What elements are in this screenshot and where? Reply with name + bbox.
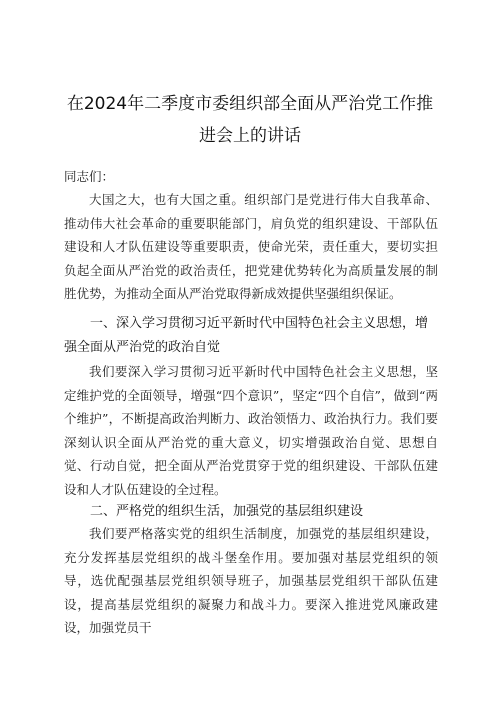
document-title: 在2024年二季度市委组织部全面从严治党工作推进会上的讲话: [66, 94, 434, 146]
paragraph-section-2: 我们要严格落实党的组织生活制度，加强党的基层组织建设，充分发挥基层党组织的战斗堡垒作用。要加强对基层党组织的领导，选优配强基层党组织领导班子，加强基层党组织干部队伍建设，提高基层党组织的凝聚力和战斗力。要深入推进党风廉政建设，加强党员干: [64, 526, 438, 635]
section-heading-1: 一、深入学习贯彻习近平新时代中国特色社会主义思想，增强全面从严治党的政治自觉: [64, 316, 429, 355]
section-heading-2: 二、严格党的组织生活，加强党的基层组织建设: [90, 504, 364, 519]
paragraph-intro: 大国之大，也有大国之重。组织部门是党进行伟大自我革命、推动伟大社会革命的重要职能部门，肩负党的组织建设、干部队伍建设和人才队伍建设等重要职责，使命光荣，责任重大，要切实担负起全面从严治党的政治责任，把党建优势转化为高质量发展的制胜优势，为推动全面从严治党取得新成效提供坚强组织保证。: [64, 192, 438, 301]
salutation: 同志们：: [64, 169, 115, 184]
paragraph-section-1: 我们要深入学习贯彻习近平新时代中国特色社会主义思想，坚定维护党的全面领导，增强“四个意识”，坚定“四个自信”，做到“两个维护”，不断提高政治判断力、政治领悟力、政治执行力。我们要深刻认识全面从严治党的重大意义，切实增强政治自觉、思想自觉、行动自觉，把全面从严治党贯穿于党的组织建设、干部队伍建设和人才队伍建设的全过程。: [64, 364, 438, 497]
